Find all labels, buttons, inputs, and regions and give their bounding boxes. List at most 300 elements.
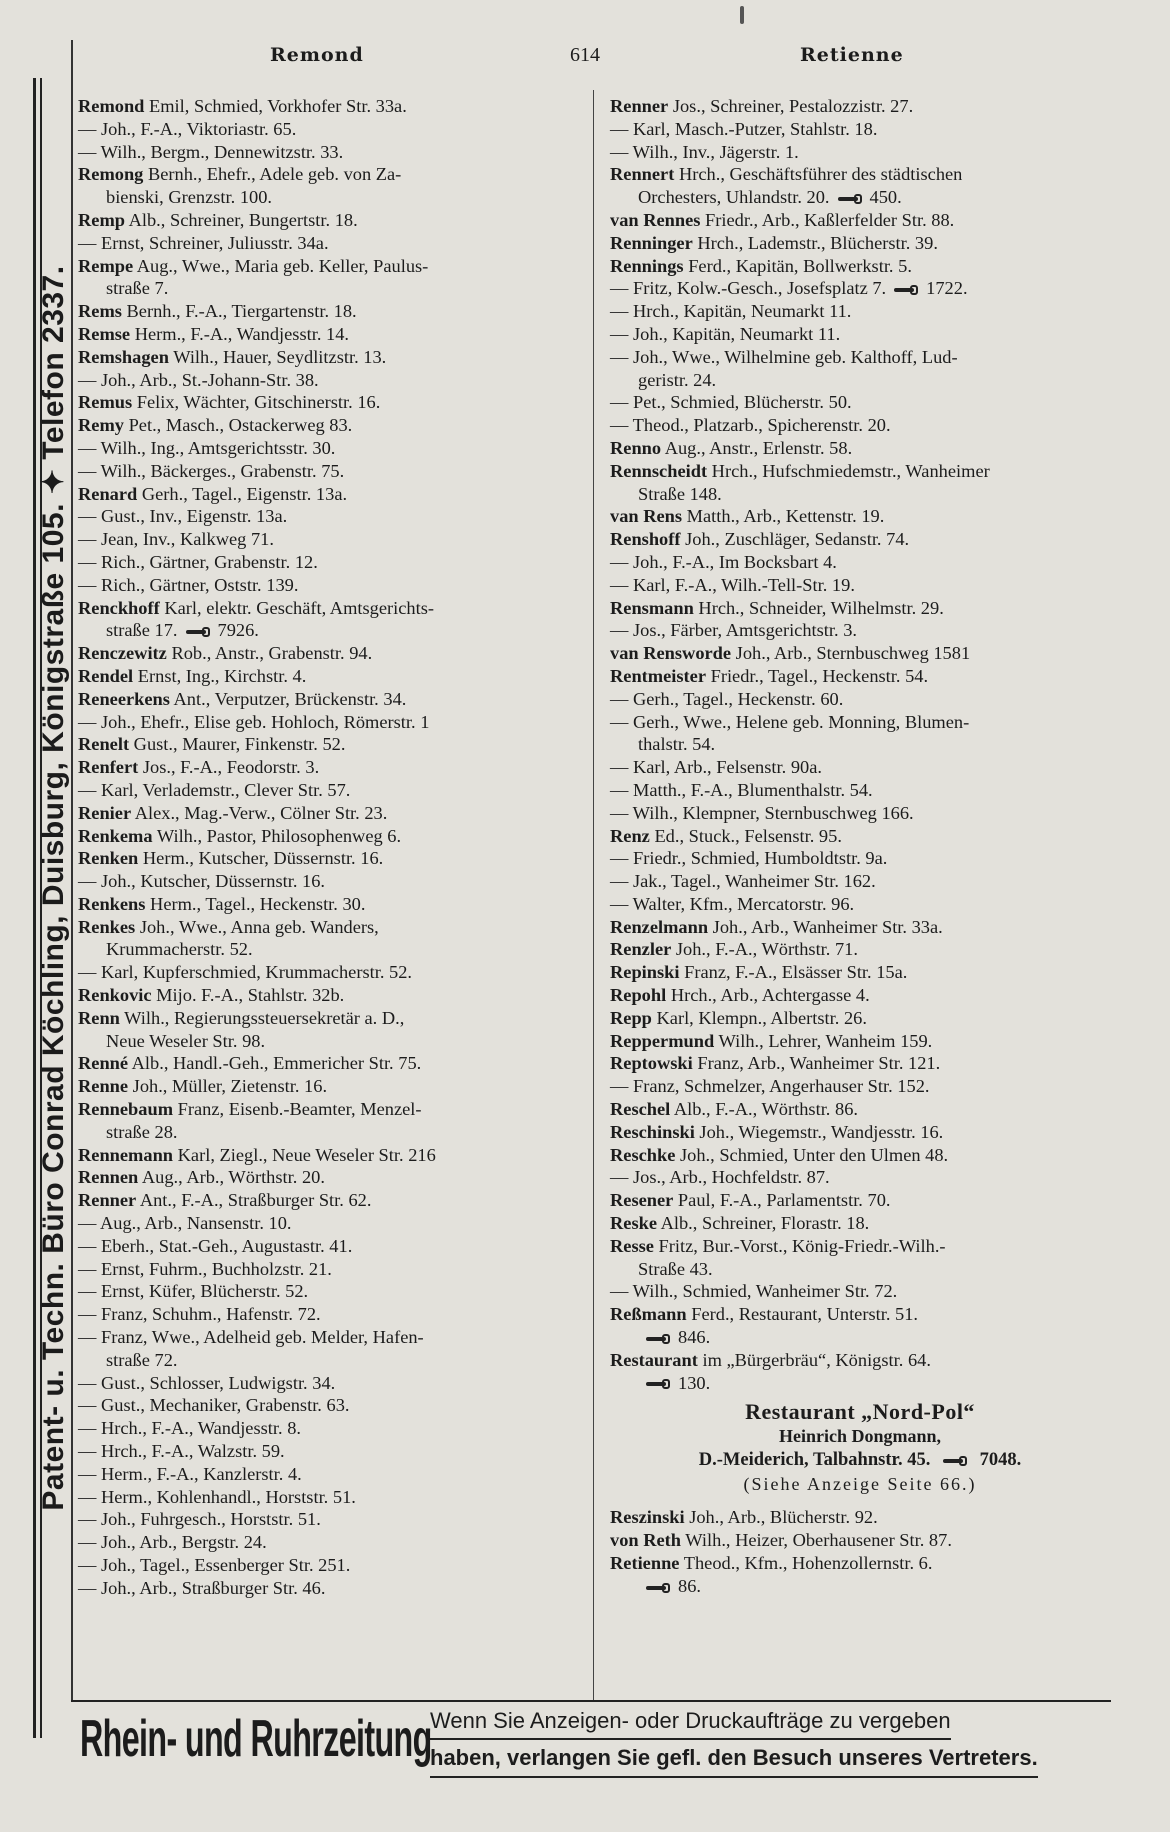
- directory-entry: [78, 574, 583, 597]
- directory-entry: [610, 323, 1110, 346]
- entry-details: Matth., Arb., Kettenstr. 19.: [682, 506, 885, 527]
- entry-surname: Rennen: [78, 1167, 139, 1188]
- entry-surname: Remong: [78, 164, 144, 185]
- entry-details: — Joh., Tagel., Essenberger Str. 251.: [78, 1555, 351, 1575]
- entry-details: Gust., Maurer, Finkenstr. 52.: [129, 734, 346, 755]
- entry-surname: Remshagen: [78, 346, 169, 367]
- entry-surname: Renner: [78, 1190, 137, 1211]
- entry-surname: Rennscheidt: [610, 460, 708, 481]
- entry-details: Karl, Klempn., Albertstr. 26.: [651, 1007, 867, 1028]
- telephone-icon: [186, 627, 212, 637]
- directory-entry: [78, 95, 583, 118]
- entry-details: — Wilh., Klempner, Sternbuschweg 166.: [610, 802, 914, 823]
- entry-details: — Joh., Wwe., Wilhelmine geb. Kalthoff, Lud-: [610, 346, 958, 367]
- entry-details: — Herm., Kohlenhandl., Horststr. 51.: [78, 1486, 356, 1507]
- directory-entry: [610, 277, 1110, 300]
- entry-surname: Rennemann: [78, 1144, 174, 1165]
- directory-entry: [610, 186, 1110, 209]
- entry-surname: Renczewitz: [78, 643, 167, 664]
- entry-details: — Rich., Gärtner, Oststr. 139.: [78, 574, 299, 595]
- directory-entry: [610, 1098, 1110, 1121]
- directory-entry: [78, 1144, 583, 1167]
- directory-entry: [78, 1052, 583, 1075]
- advert-name: Restaurant „Nord-Pol“: [745, 1399, 975, 1425]
- entry-surname: Remp: [78, 209, 125, 230]
- entry-details: straße 17.: [106, 620, 178, 641]
- entry-surname: Renno: [610, 437, 662, 458]
- directory-entry: [78, 1258, 583, 1281]
- directory-entry: [78, 916, 583, 939]
- entry-details: Ant., Verputzer, Brückenstr. 34.: [169, 688, 407, 709]
- directory-entry: [78, 1417, 583, 1440]
- directory-entry: [78, 1508, 583, 1531]
- directory-entry: [610, 1121, 1110, 1144]
- entry-details: Franz, Arb., Wanheimer Str. 121.: [692, 1053, 941, 1074]
- entry-details: — Jos., Arb., Hochfeldstr. 87.: [610, 1167, 830, 1188]
- page-number: 614: [570, 44, 600, 66]
- directory-entry: [610, 1144, 1110, 1167]
- entry-surname: Rempe: [78, 255, 134, 276]
- entry-details: — Wilh., Bäckerges., Grabenstr. 75.: [78, 460, 345, 481]
- entry-details: — Gust., Mechaniker, Grabenstr. 63.: [78, 1395, 350, 1416]
- entry-details: Wilh., Pastor, Philosophenweg 6.: [152, 825, 402, 846]
- entry-details: Alex., Mag.-Verw., Cölner Str. 23.: [131, 802, 388, 823]
- entry-surname: Renelt: [78, 734, 130, 755]
- entry-details: — Jos., Färber, Amtsgerichtstr. 3.: [610, 620, 858, 641]
- entry-details: Neue Weseler Str. 98.: [106, 1030, 266, 1051]
- entry-details: — Eberh., Stat.-Geh., Augustastr. 41.: [78, 1235, 353, 1256]
- directory-entry: [610, 916, 1110, 939]
- entry-details: Theod., Kfm., Hohenzollernstr. 6.: [679, 1553, 933, 1574]
- entry-surname: von Reth: [610, 1530, 682, 1551]
- entry-details: — Hrch., F.-A., Walzstr. 59.: [78, 1441, 285, 1462]
- entry-details: — Franz, Schuhm., Hafenstr. 72.: [78, 1304, 321, 1325]
- directory-entry: [78, 642, 583, 665]
- entry-details: Joh., Schmied, Unter den Ulmen 48.: [675, 1144, 949, 1165]
- entry-details: — Wilh., Inv., Jägerstr. 1.: [610, 141, 799, 162]
- directory-entry: [610, 665, 1110, 688]
- entry-surname: Reschinski: [610, 1121, 695, 1142]
- entry-surname: Reszinski: [610, 1507, 685, 1528]
- directory-entry: [610, 163, 1110, 186]
- entry-details: — Franz, Wwe., Adelheid geb. Melder, Hafen-: [78, 1327, 424, 1348]
- side-banner-text: Patent- u. Techn. Büro Conrad Köchling, Duisburg, Königstraße 105. ✦ Telefon 2337.: [37, 265, 70, 1511]
- directory-entry: [78, 1577, 583, 1600]
- entry-details: Straße 43.: [638, 1258, 713, 1279]
- directory-entry: [78, 1486, 583, 1509]
- right-column: [610, 95, 1110, 1598]
- directory-entry: [610, 391, 1110, 414]
- entry-surname: Renken: [78, 848, 139, 869]
- entry-details: — Walter, Kfm., Mercatorstr. 96.: [610, 893, 855, 914]
- directory-entry: [610, 1349, 1110, 1372]
- directory-entry: [78, 528, 583, 551]
- directory-entry: [610, 938, 1110, 961]
- entry-details: Joh., Wwe., Anna geb. Wanders,: [135, 916, 379, 937]
- directory-entry: [610, 1258, 1110, 1281]
- entry-details: Franz, F.-A., Elsässer Str. 15a.: [679, 962, 908, 983]
- entry-details: — Theod., Platzarb., Spicherenstr. 20.: [610, 415, 891, 436]
- entry-surname: Renfert: [78, 757, 139, 778]
- entry-details: — Ernst, Schreiner, Juliusstr. 34a.: [78, 232, 329, 253]
- directory-entry: [610, 414, 1110, 437]
- entry-details: Franz, Eisenb.-Beamter, Menzel-: [173, 1099, 422, 1120]
- directory-entry: [78, 346, 583, 369]
- directory-entry: [610, 642, 1110, 665]
- entry-surname: van Rens: [610, 506, 683, 527]
- advert-note: (Siehe Anzeige Seite 66.): [743, 1474, 977, 1495]
- directory-entry: [610, 619, 1110, 642]
- entry-details: im „Bürgerbräu“, Königstr. 64.: [697, 1349, 931, 1370]
- entry-surname: van Rennes: [610, 209, 701, 230]
- entry-details: — Gust., Schlosser, Ludwigstr. 34.: [78, 1372, 336, 1393]
- entry-surname: Renkens: [78, 893, 146, 914]
- directory-entry: [610, 255, 1110, 278]
- directory-entry: [610, 369, 1110, 392]
- directory-entry: [78, 483, 583, 506]
- restaurant-advert: [610, 1400, 1110, 1496]
- directory-entry: [78, 870, 583, 893]
- directory-entry: [610, 1552, 1110, 1575]
- directory-entry: [78, 847, 583, 870]
- directory-entry: [78, 141, 583, 164]
- directory-entry: [610, 346, 1110, 369]
- directory-entry: [78, 938, 583, 961]
- directory-entry: [610, 232, 1110, 255]
- entry-details: geristr. 24.: [638, 369, 717, 390]
- entry-details: — Rich., Gärtner, Grabenstr. 12.: [78, 551, 318, 572]
- entry-details: bienski, Grenzstr. 100.: [106, 187, 273, 208]
- directory-entry: [610, 1007, 1110, 1030]
- header-first-entry: Remond: [270, 44, 364, 66]
- entry-surname: Reske: [610, 1213, 657, 1234]
- entry-details: Joh., F.-A., Wörthstr. 71.: [671, 939, 858, 960]
- entry-phone: 7926.: [217, 620, 259, 641]
- entry-details: — Pet., Schmied, Blücherstr. 50.: [610, 392, 852, 413]
- entry-details: thalstr. 54.: [638, 734, 716, 755]
- footer-line-1: Wenn Sie Anzeigen- oder Druckaufträge zu vergeben: [430, 1704, 951, 1740]
- entry-surname: Reßmann: [610, 1304, 687, 1325]
- directory-entry: [610, 893, 1110, 916]
- entry-details: straße 7.: [106, 278, 169, 299]
- entry-surname: Restaurant: [610, 1349, 698, 1370]
- directory-entry: [78, 391, 583, 414]
- entry-surname: Rendel: [78, 665, 134, 686]
- directory-entry: [78, 118, 583, 141]
- entry-details: Hrch., Geschäftsführer des städtischen: [674, 164, 963, 185]
- directory-entry: [78, 460, 583, 483]
- entry-details: Ant., F.-A., Straßburger Str. 62.: [136, 1190, 372, 1211]
- entry-surname: Rennings: [610, 255, 684, 276]
- entry-surname: Reschke: [610, 1144, 676, 1165]
- directory-entry: [610, 961, 1110, 984]
- entry-surname: Remond: [78, 96, 145, 116]
- entry-details: — Gerh., Wwe., Helene geb. Monning, Blumen-: [610, 711, 970, 732]
- entry-surname: Renkes: [78, 916, 136, 937]
- directory-entry: [610, 483, 1110, 506]
- entry-surname: Reneerkens: [78, 688, 170, 709]
- directory-entry: [78, 1030, 583, 1053]
- entry-details: Ed., Stuck., Felsenstr. 95.: [649, 825, 842, 846]
- entry-details: Gerh., Tagel., Eigenstr. 13a.: [137, 483, 348, 504]
- directory-entry: [610, 597, 1110, 620]
- entry-surname: Remy: [78, 415, 124, 436]
- entry-details: Jos., Schreiner, Pestalozzistr. 27.: [668, 96, 914, 116]
- entry-details: Alb., Schreiner, Florastr. 18.: [657, 1213, 870, 1234]
- directory-entry: [78, 1075, 583, 1098]
- entry-details: Straße 148.: [638, 483, 722, 504]
- entry-phone: 450.: [869, 187, 902, 208]
- entry-details: Karl, Ziegl., Neue Weseler Str. 216: [173, 1144, 436, 1165]
- entry-details: straße 72.: [106, 1349, 178, 1370]
- directory-entry: [610, 460, 1110, 483]
- directory-entry: [610, 756, 1110, 779]
- entry-details: Hrch., Hufschmiedemstr., Wanheimer: [707, 460, 990, 481]
- entry-details: Joh., Arb., Sternbuschweg 1581: [731, 643, 971, 664]
- directory-entry: [610, 528, 1110, 551]
- directory-entry: [610, 1575, 1110, 1598]
- entry-details: — Joh., Arb., Straßburger Str. 46.: [78, 1577, 326, 1598]
- advert-address-text: D.-Meiderich, Talbahnstr. 45.: [698, 1450, 931, 1471]
- entry-surname: Remus: [78, 392, 133, 413]
- directory-entry: [610, 1372, 1110, 1395]
- directory-entry: [610, 574, 1110, 597]
- directory-entry: [78, 1326, 583, 1349]
- telephone-icon: [646, 1379, 672, 1389]
- directory-entry: [78, 1463, 583, 1486]
- entry-details: Pet., Masch., Ostackerweg 83.: [123, 415, 353, 436]
- entry-surname: Rennert: [610, 164, 675, 185]
- entry-details: — Franz, Schmelzer, Angerhauser Str. 152.: [610, 1076, 930, 1097]
- side-banner: [0, 38, 70, 1708]
- footer-advert: [430, 1704, 1110, 1786]
- directory-entry: [610, 300, 1110, 323]
- directory-entry: [78, 232, 583, 255]
- entry-details: Jos., F.-A., Feodorstr. 3.: [138, 757, 320, 778]
- entry-details: Bernh., Ehefr., Adele geb. von Za-: [143, 164, 402, 185]
- entry-surname: Renninger: [610, 232, 693, 253]
- directory-entry: [610, 118, 1110, 141]
- entry-details: — Karl, Arb., Felsenstr. 90a.: [610, 757, 822, 778]
- entry-details: Rob., Anstr., Grabenstr. 94.: [166, 643, 373, 664]
- entry-details: — Karl, F.-A., Wilh.-Tell-Str. 19.: [610, 574, 855, 595]
- entry-details: — Joh., Fuhrgesch., Horststr. 51.: [78, 1509, 321, 1530]
- entry-details: — Hrch., Kapitän, Neumarkt 11.: [610, 301, 852, 322]
- entry-details: Joh., Arb., Wanheimer Str. 33a.: [708, 916, 943, 937]
- directory-entry: [610, 505, 1110, 528]
- entry-details: — Gust., Inv., Eigenstr. 13a.: [78, 506, 288, 527]
- entry-surname: Resener: [610, 1190, 674, 1211]
- entry-surname: Retienne: [610, 1553, 680, 1574]
- directory-entry: [610, 437, 1110, 460]
- directory-entry: [78, 255, 583, 278]
- entry-surname: Reptowski: [610, 1053, 693, 1074]
- entry-details: Paul, F.-A., Parlamentstr. 70.: [673, 1190, 891, 1211]
- directory-entry: [610, 733, 1110, 756]
- page-left-rule: [71, 40, 73, 1700]
- entry-details: — Karl, Kupferschmied, Krummacherstr. 52.: [78, 962, 413, 983]
- directory-entry: [610, 551, 1110, 574]
- telephone-icon: [646, 1583, 672, 1593]
- telephone-icon: [838, 194, 864, 204]
- directory-entry: [610, 1166, 1110, 1189]
- directory-entry: [78, 711, 583, 734]
- directory-entry: [78, 1303, 583, 1326]
- directory-entry: [610, 779, 1110, 802]
- entry-surname: Renshoff: [610, 529, 681, 550]
- entry-surname: Renné: [78, 1053, 129, 1074]
- entry-surname: Reschel: [610, 1099, 671, 1120]
- directory-entry: [78, 1007, 583, 1030]
- directory-entry: [610, 984, 1110, 1007]
- entry-details: — Wilh., Schmied, Wanheimer Str. 72.: [610, 1281, 898, 1302]
- directory-entry: [610, 209, 1110, 232]
- entry-details: — Jak., Tagel., Wanheimer Str. 162.: [610, 871, 876, 892]
- directory-entry: [610, 1235, 1110, 1258]
- entry-surname: Renn: [78, 1007, 120, 1028]
- directory-entry: [78, 369, 583, 392]
- entry-details: Fritz, Bur.-Vorst., König-Friedr.-Wilh.-: [653, 1235, 946, 1256]
- entry-details: Hrch., Schneider, Wilhelmstr. 29.: [693, 597, 944, 618]
- directory-entry: [610, 1075, 1110, 1098]
- entry-surname: Repohl: [610, 985, 667, 1006]
- entry-details: — Joh., Arb., Bergstr. 24.: [78, 1532, 267, 1553]
- directory-entry: [78, 300, 583, 323]
- entry-details: Herm., Kutscher, Düssernstr. 16.: [138, 848, 384, 869]
- directory-entry: [78, 779, 583, 802]
- entry-details: — Jean, Inv., Kalkweg 71.: [78, 529, 274, 550]
- entry-details: Felix, Wächter, Gitschinerstr. 16.: [132, 392, 381, 413]
- directory-entry: [78, 756, 583, 779]
- entry-details: Alb., Handl.-Geh., Emmericher Str. 75.: [128, 1053, 422, 1074]
- entry-details: Aug., Arb., Wörthstr. 20.: [138, 1167, 325, 1188]
- directory-entry: [78, 893, 583, 916]
- entry-details: — Matth., F.-A., Blumenthalstr. 54.: [610, 779, 873, 800]
- directory-entry: [78, 551, 583, 574]
- directory-entry: [78, 277, 583, 300]
- entry-surname: Renkovic: [78, 985, 152, 1006]
- entry-details: Friedr., Arb., Kaßlerfelder Str. 88.: [700, 209, 955, 230]
- entry-details: Joh., Wiegemstr., Wandjesstr. 16.: [694, 1121, 944, 1142]
- entry-details: Hrch., Lademstr., Blücherstr. 39.: [692, 232, 938, 253]
- entry-details: Hrch., Arb., Achtergasse 4.: [666, 985, 870, 1006]
- directory-entry: [78, 1098, 583, 1121]
- directory-entry: [610, 802, 1110, 825]
- column-divider: [593, 90, 594, 1700]
- directory-entry: [78, 1235, 583, 1258]
- directory-entry: [78, 984, 583, 1007]
- entry-details: Wilh., Heizer, Oberhausener Str. 87.: [681, 1530, 952, 1551]
- entry-details: Mijo. F.-A., Stahlstr. 32b.: [151, 985, 345, 1006]
- directory-entry: [78, 1394, 583, 1417]
- entry-details: Ferd., Kapitän, Bollwerkstr. 5.: [683, 255, 912, 276]
- entry-details: Herm., F.-A., Wandjesstr. 14.: [130, 323, 350, 344]
- directory-entry: [610, 847, 1110, 870]
- entry-surname: Renard: [78, 483, 138, 504]
- entry-details: — Joh., Kutscher, Düssernstr. 16.: [78, 871, 326, 892]
- entry-details: Bernh., F.-A., Tiergartenstr. 18.: [121, 301, 357, 322]
- directory-entry: [610, 1529, 1110, 1552]
- entry-phone: 86.: [678, 1575, 701, 1596]
- directory-entry: [78, 323, 583, 346]
- directory-entry: [78, 1440, 583, 1463]
- entry-surname: Rensmann: [610, 597, 694, 618]
- entry-details: Orchesters, Uhlandstr. 20.: [638, 187, 830, 208]
- directory-entry: [610, 1212, 1110, 1235]
- directory-entry: [78, 825, 583, 848]
- entry-details: straße 28.: [106, 1121, 178, 1142]
- directory-entry: [78, 1349, 583, 1372]
- thumbtack-mark: [740, 6, 744, 24]
- entry-details: — Hrch., F.-A., Wandjesstr. 8.: [78, 1418, 301, 1439]
- entry-surname: Remse: [78, 323, 131, 344]
- telephone-icon: [646, 1334, 672, 1344]
- telephone-icon: [894, 285, 920, 295]
- directory-entry: [78, 209, 583, 232]
- entry-details: — Friedr., Schmied, Humboldtstr. 9a.: [610, 848, 888, 869]
- entry-phone: 1722.: [926, 278, 968, 299]
- directory-entry: [78, 619, 583, 642]
- entry-surname: Rems: [78, 301, 122, 322]
- directory-entry: [610, 825, 1110, 848]
- entry-details: Emil, Schmied, Vorkhofer Str. 33a.: [144, 96, 407, 116]
- directory-entry: [78, 688, 583, 711]
- entry-surname: Rennebaum: [78, 1099, 174, 1120]
- directory-entry: [78, 1280, 583, 1303]
- directory-entry: [610, 711, 1110, 734]
- entry-details: — Wilh., Bergm., Dennewitzstr. 33.: [78, 141, 344, 162]
- entry-details: Alb., Schreiner, Bungertstr. 18.: [125, 209, 358, 230]
- entry-details: Aug., Anstr., Erlenstr. 58.: [661, 437, 853, 458]
- entry-details: Friedr., Tagel., Heckenstr. 54.: [706, 665, 929, 686]
- directory-entry: [78, 163, 583, 186]
- entry-details: Joh., Arb., Blücherstr. 92.: [684, 1507, 878, 1528]
- left-column: [78, 95, 583, 1600]
- directory-entry: [78, 186, 583, 209]
- footer-line-2: haben, verlangen Sie gefl. den Besuch unseres Vertreters.: [430, 1740, 1038, 1778]
- directory-entry: [610, 688, 1110, 711]
- entry-surname: Repinski: [610, 962, 680, 983]
- entry-surname: Renzler: [610, 939, 672, 960]
- entry-details: — Joh., F.-A., Viktoriastr. 65.: [78, 118, 297, 139]
- entry-details: — Joh., F.-A., Im Bocksbart 4.: [610, 551, 837, 572]
- entry-details: — Joh., Kapitän, Neumarkt 11.: [610, 323, 841, 344]
- directory-entry: [610, 1030, 1110, 1053]
- directory-entry: [78, 1189, 583, 1212]
- entry-details: Alb., F.-A., Wörthstr. 86.: [670, 1099, 858, 1120]
- directory-entry: [78, 437, 583, 460]
- entry-details: — Herm., F.-A., Kanzlerstr. 4.: [78, 1463, 302, 1484]
- directory-entry: [78, 1121, 583, 1144]
- directory-entry: [78, 597, 583, 620]
- footer-rule: [71, 1700, 1111, 1702]
- entry-details: Joh., Zuschläger, Sedanstr. 74.: [680, 529, 910, 550]
- entry-details: Wilh., Lehrer, Wanheim 159.: [714, 1030, 933, 1051]
- telephone-icon: [943, 1456, 969, 1466]
- directory-entry: [78, 733, 583, 756]
- entry-surname: Resse: [610, 1235, 654, 1256]
- entry-details: — Karl, Verlademstr., Clever Str. 57.: [78, 779, 351, 800]
- entry-phone: 846.: [678, 1327, 711, 1348]
- entry-details: — Aug., Arb., Nansenstr. 10.: [78, 1213, 292, 1234]
- entry-surname: Renner: [610, 96, 669, 116]
- entry-details: — Ernst, Fuhrm., Buchholzstr. 21.: [78, 1258, 332, 1279]
- header-last-entry: Retienne: [800, 44, 904, 66]
- directory-entry: [78, 505, 583, 528]
- entry-details: Wilh., Hauer, Seydlitzstr. 13.: [168, 346, 387, 367]
- entry-details: — Gerh., Tagel., Heckenstr. 60.: [610, 688, 844, 709]
- directory-entry: [78, 1212, 583, 1235]
